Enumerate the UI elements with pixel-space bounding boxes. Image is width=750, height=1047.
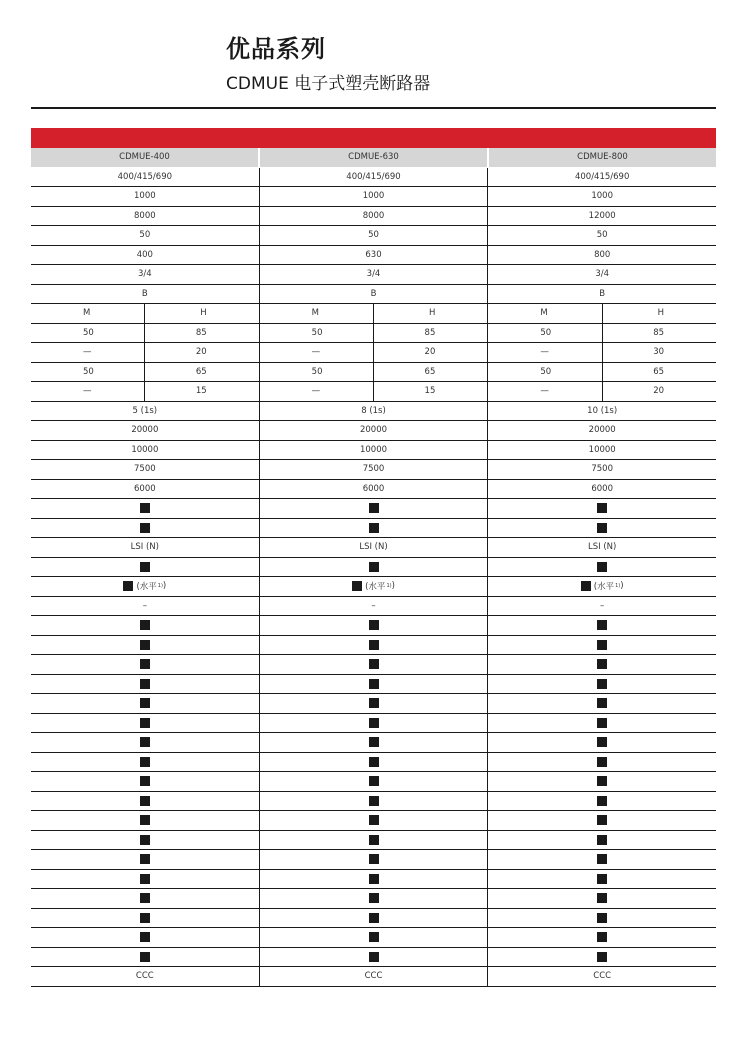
filled-square-icon <box>597 757 607 767</box>
table-cell <box>259 948 488 967</box>
table-cell: 6000 <box>134 483 156 494</box>
filled-square-icon <box>369 503 379 513</box>
table-cell <box>31 714 259 733</box>
title-divider <box>31 107 716 109</box>
table-row <box>31 324 716 344</box>
mount-label-close: ) <box>391 581 395 592</box>
table-cell: — <box>540 386 549 397</box>
table-cell: 3/4 <box>137 269 152 280</box>
filled-square-icon <box>597 679 607 689</box>
table-cell: 400/415/690 <box>259 168 488 187</box>
table-cell: 65 <box>144 363 258 382</box>
filled-square-icon <box>581 581 591 591</box>
table-row <box>31 675 716 695</box>
table-cell: 5 (1s) <box>132 405 158 416</box>
filled-square-icon <box>140 835 150 845</box>
table-cell: 20 <box>373 343 487 362</box>
table-cell <box>259 909 488 928</box>
table-cell <box>259 870 488 889</box>
table-cell: 15 <box>144 382 258 401</box>
table-cell <box>487 558 716 577</box>
table-cell: 20 <box>144 343 258 362</box>
table-cell <box>259 616 488 635</box>
table-row <box>31 226 716 246</box>
model-name-cell: CDMUE-630 <box>258 148 487 167</box>
table-cell: 50 <box>259 226 488 245</box>
table-cell <box>259 675 488 694</box>
table-cell: 50 <box>487 226 716 245</box>
filled-square-icon <box>597 776 607 786</box>
table-row <box>31 792 716 812</box>
split-cell <box>487 304 716 323</box>
table-cell <box>487 850 716 869</box>
table-row <box>31 753 716 773</box>
table-cell <box>487 928 716 947</box>
table-cell <box>31 948 259 967</box>
model-name-cell: CDMUE-800 <box>487 148 716 167</box>
split-cell <box>487 324 716 343</box>
table-cell: 20 <box>602 382 716 401</box>
table-row <box>31 616 716 636</box>
mount-label: (水平 <box>136 582 157 593</box>
table-cell <box>31 519 259 538</box>
table-row <box>31 285 716 305</box>
table-cell: 85 <box>373 324 487 343</box>
page-title: 优品系列 <box>226 35 326 63</box>
table-cell <box>259 831 488 850</box>
table-cell: B <box>259 285 488 304</box>
table-cell <box>487 616 716 635</box>
filled-square-icon <box>140 893 150 903</box>
table-cell: 85 <box>602 324 716 343</box>
split-cell <box>31 363 259 382</box>
table-cell <box>487 753 716 772</box>
filled-square-icon <box>369 835 379 845</box>
table-cell: — <box>540 347 549 358</box>
table-cell: 400 <box>136 249 153 260</box>
table-cell <box>259 792 488 811</box>
table-cell: CCC <box>259 967 488 986</box>
filled-square-icon <box>369 620 379 630</box>
table-row <box>31 460 716 480</box>
filled-square-icon <box>597 854 607 864</box>
filled-square-icon <box>597 835 607 845</box>
table-cell: 6000 <box>487 480 716 499</box>
table-row <box>31 246 716 266</box>
table-cell: LSI (N) <box>487 538 716 557</box>
table-cell <box>487 714 716 733</box>
mount-label-close: ) <box>620 581 624 592</box>
filled-square-icon <box>369 679 379 689</box>
table-row <box>31 519 716 539</box>
table-cell <box>259 655 488 674</box>
table-row <box>31 811 716 831</box>
table-cell: — <box>311 347 321 358</box>
table-cell <box>487 772 716 791</box>
table-cell <box>487 909 716 928</box>
table-cell <box>487 636 716 655</box>
split-cell <box>31 343 259 362</box>
table-cell: 3/4 <box>259 265 488 284</box>
table-cell: LSI (N) <box>130 542 159 553</box>
split-cell <box>259 363 488 382</box>
table-cell: 630 <box>259 246 488 265</box>
filled-square-icon <box>140 874 150 884</box>
table-cell <box>31 850 259 869</box>
filled-square-icon <box>140 815 150 825</box>
table-cell <box>487 675 716 694</box>
filled-square-icon <box>369 874 379 884</box>
table-cell: — <box>83 347 92 358</box>
table-cell <box>31 889 259 908</box>
table-cell <box>487 577 716 596</box>
split-cell <box>259 382 488 401</box>
filled-square-icon <box>140 503 150 513</box>
table-row <box>31 967 716 987</box>
table-row <box>31 207 716 227</box>
table-cell: 15 <box>373 382 487 401</box>
table-row <box>31 850 716 870</box>
table-cell <box>31 870 259 889</box>
table-cell: M <box>83 308 91 319</box>
table-row <box>31 889 716 909</box>
filled-square-icon <box>369 640 379 650</box>
table-row <box>31 441 716 461</box>
table-cell <box>31 772 259 791</box>
table-cell <box>31 577 259 596</box>
table-cell <box>31 558 259 577</box>
table-cell <box>259 753 488 772</box>
table-cell <box>259 499 488 518</box>
table-cell: 1000 <box>259 187 488 206</box>
table-cell: 8000 <box>134 210 156 221</box>
split-cell <box>31 382 259 401</box>
table-row <box>31 304 716 324</box>
table-cell: 12000 <box>487 207 716 226</box>
table-cell: 20000 <box>259 421 488 440</box>
filled-square-icon <box>140 776 150 786</box>
filled-square-icon <box>140 562 150 572</box>
split-cell <box>31 304 259 323</box>
model-name-cell: CDMUE-400 <box>119 152 170 163</box>
table-row <box>31 480 716 500</box>
table-cell: 85 <box>144 324 258 343</box>
filled-square-icon <box>369 776 379 786</box>
table-cell <box>31 616 259 635</box>
table-cell <box>487 792 716 811</box>
page-subtitle: CDMUE 电子式塑壳断路器 <box>226 74 431 94</box>
filled-square-icon <box>597 913 607 923</box>
filled-square-icon <box>597 893 607 903</box>
table-cell <box>487 811 716 830</box>
footnote-ref: 1) <box>157 583 163 590</box>
table-cell <box>487 948 716 967</box>
table-row <box>31 538 716 558</box>
split-cell <box>259 304 488 323</box>
filled-square-icon <box>597 562 607 572</box>
table-cell: M <box>540 308 548 319</box>
table-cell: 20000 <box>487 421 716 440</box>
table-cell <box>259 928 488 947</box>
footnote-ref: 1) <box>615 583 621 590</box>
table-cell <box>259 850 488 869</box>
table-cell <box>487 499 716 518</box>
table-cell: B <box>141 288 148 299</box>
table-row <box>31 577 716 597</box>
table-cell <box>259 694 488 713</box>
filled-square-icon <box>369 737 379 747</box>
table-cell <box>259 889 488 908</box>
table-cell: 50 <box>83 327 94 338</box>
table-cell <box>487 655 716 674</box>
table-cell: 10000 <box>487 441 716 460</box>
filled-square-icon <box>597 952 607 962</box>
filled-square-icon <box>140 659 150 669</box>
filled-square-icon <box>140 796 150 806</box>
table-row <box>31 870 716 890</box>
table-cell: 800 <box>487 246 716 265</box>
table-row <box>31 558 716 578</box>
table-row <box>31 187 716 207</box>
table-cell: – <box>487 597 716 616</box>
table-cell <box>487 694 716 713</box>
table-row <box>31 636 716 656</box>
table-cell <box>259 558 488 577</box>
table-cell: 20000 <box>131 425 159 436</box>
split-cell <box>31 324 259 343</box>
table-cell <box>31 928 259 947</box>
table-cell: – <box>142 600 147 611</box>
table-cell: CCC <box>135 971 154 982</box>
table-cell: 7500 <box>134 464 156 475</box>
split-cell <box>487 382 716 401</box>
table-row <box>31 928 716 948</box>
table-cell <box>31 636 259 655</box>
filled-square-icon <box>140 952 150 962</box>
filled-square-icon <box>140 523 150 533</box>
table-cell <box>259 714 488 733</box>
table-cell: 50 <box>139 230 151 241</box>
filled-square-icon <box>597 523 607 533</box>
filled-square-icon <box>597 932 607 942</box>
table-row <box>31 733 716 753</box>
filled-square-icon <box>369 913 379 923</box>
table-row <box>31 948 716 968</box>
table-cell: 10 (1s) <box>487 402 716 421</box>
table-cell: 50 <box>311 366 323 377</box>
table-cell: 65 <box>373 363 487 382</box>
split-cell <box>259 343 488 362</box>
table-cell <box>487 870 716 889</box>
table-cell <box>31 831 259 850</box>
table-cell: M <box>311 308 320 319</box>
table-row <box>31 421 716 441</box>
filled-square-icon <box>140 932 150 942</box>
filled-square-icon <box>597 815 607 825</box>
filled-square-icon <box>597 874 607 884</box>
filled-square-icon <box>597 620 607 630</box>
table-cell: B <box>487 285 716 304</box>
mount-label: (水平 <box>593 582 615 593</box>
filled-square-icon <box>597 659 607 669</box>
table-cell <box>259 811 488 830</box>
table-cell <box>31 675 259 694</box>
spec-table <box>31 148 716 987</box>
table-row <box>31 694 716 714</box>
table-cell: — <box>83 386 92 397</box>
table-cell: 8000 <box>259 207 488 226</box>
table-cell <box>31 753 259 772</box>
table-cell <box>31 655 259 674</box>
filled-square-icon <box>140 698 150 708</box>
table-row <box>31 772 716 792</box>
filled-square-icon <box>369 952 379 962</box>
table-cell: — <box>311 386 321 397</box>
filled-square-icon <box>140 640 150 650</box>
filled-square-icon <box>369 523 379 533</box>
filled-square-icon <box>369 796 379 806</box>
table-cell <box>31 694 259 713</box>
table-cell: H <box>144 304 258 323</box>
table-cell <box>259 772 488 791</box>
table-cell: 65 <box>602 363 716 382</box>
table-cell: 400/415/690 <box>117 171 173 182</box>
table-cell <box>31 733 259 752</box>
red-header-bar <box>31 128 716 148</box>
filled-square-icon <box>369 815 379 825</box>
filled-square-icon <box>140 679 150 689</box>
table-cell: H <box>602 304 716 323</box>
model-header-row <box>31 148 716 168</box>
table-row <box>31 655 716 675</box>
filled-square-icon <box>369 718 379 728</box>
filled-square-icon <box>369 932 379 942</box>
table-cell <box>31 792 259 811</box>
table-cell <box>487 733 716 752</box>
filled-square-icon <box>123 581 133 591</box>
table-row <box>31 499 716 519</box>
filled-square-icon <box>369 698 379 708</box>
filled-square-icon <box>597 698 607 708</box>
table-cell <box>259 577 488 596</box>
filled-square-icon <box>369 659 379 669</box>
filled-square-icon <box>597 737 607 747</box>
table-cell: 7500 <box>259 460 488 479</box>
table-cell: 8 (1s) <box>259 402 488 421</box>
table-cell: 1000 <box>134 191 156 202</box>
table-cell: 50 <box>540 327 552 338</box>
filled-square-icon <box>597 796 607 806</box>
table-cell: 7500 <box>487 460 716 479</box>
filled-square-icon <box>369 854 379 864</box>
split-cell <box>487 363 716 382</box>
filled-square-icon <box>140 620 150 630</box>
table-row <box>31 714 716 734</box>
table-cell: 50 <box>540 366 552 377</box>
table-row <box>31 597 716 617</box>
table-cell: 400/415/690 <box>487 168 716 187</box>
table-cell <box>259 733 488 752</box>
filled-square-icon <box>369 757 379 767</box>
table-cell: 3/4 <box>487 265 716 284</box>
filled-square-icon <box>140 737 150 747</box>
table-cell: 10000 <box>131 444 159 455</box>
mount-label-close: ) <box>162 581 167 592</box>
table-cell <box>259 636 488 655</box>
table-cell: CCC <box>487 967 716 986</box>
table-row <box>31 265 716 285</box>
filled-square-icon <box>597 640 607 650</box>
table-cell: 1000 <box>487 187 716 206</box>
filled-square-icon <box>597 503 607 513</box>
table-row <box>31 168 716 188</box>
table-cell <box>31 499 259 518</box>
table-cell <box>487 889 716 908</box>
filled-square-icon <box>369 893 379 903</box>
filled-square-icon <box>140 854 150 864</box>
footnote-ref: 1) <box>386 583 392 590</box>
table-cell: 6000 <box>259 480 488 499</box>
filled-square-icon <box>140 913 150 923</box>
table-row <box>31 382 716 402</box>
table-cell <box>487 831 716 850</box>
table-row <box>31 909 716 929</box>
mount-label: (水平 <box>365 582 386 593</box>
filled-square-icon <box>140 757 150 767</box>
filled-square-icon <box>140 718 150 728</box>
table-cell <box>31 811 259 830</box>
table-cell: H <box>373 304 487 323</box>
filled-square-icon <box>597 718 607 728</box>
table-row <box>31 343 716 363</box>
table-row <box>31 831 716 851</box>
table-row <box>31 363 716 383</box>
spec-rows <box>31 168 716 987</box>
table-cell: 10000 <box>259 441 488 460</box>
table-cell <box>31 909 259 928</box>
table-cell: 50 <box>83 366 94 377</box>
table-row <box>31 402 716 422</box>
table-cell <box>259 519 488 538</box>
split-cell <box>259 324 488 343</box>
table-cell: LSI (N) <box>259 538 488 557</box>
filled-square-icon <box>352 581 362 591</box>
filled-square-icon <box>369 562 379 572</box>
table-cell: 30 <box>602 343 716 362</box>
table-cell <box>487 519 716 538</box>
table-cell: 50 <box>311 327 323 338</box>
split-cell <box>487 343 716 362</box>
table-cell: – <box>259 597 488 616</box>
